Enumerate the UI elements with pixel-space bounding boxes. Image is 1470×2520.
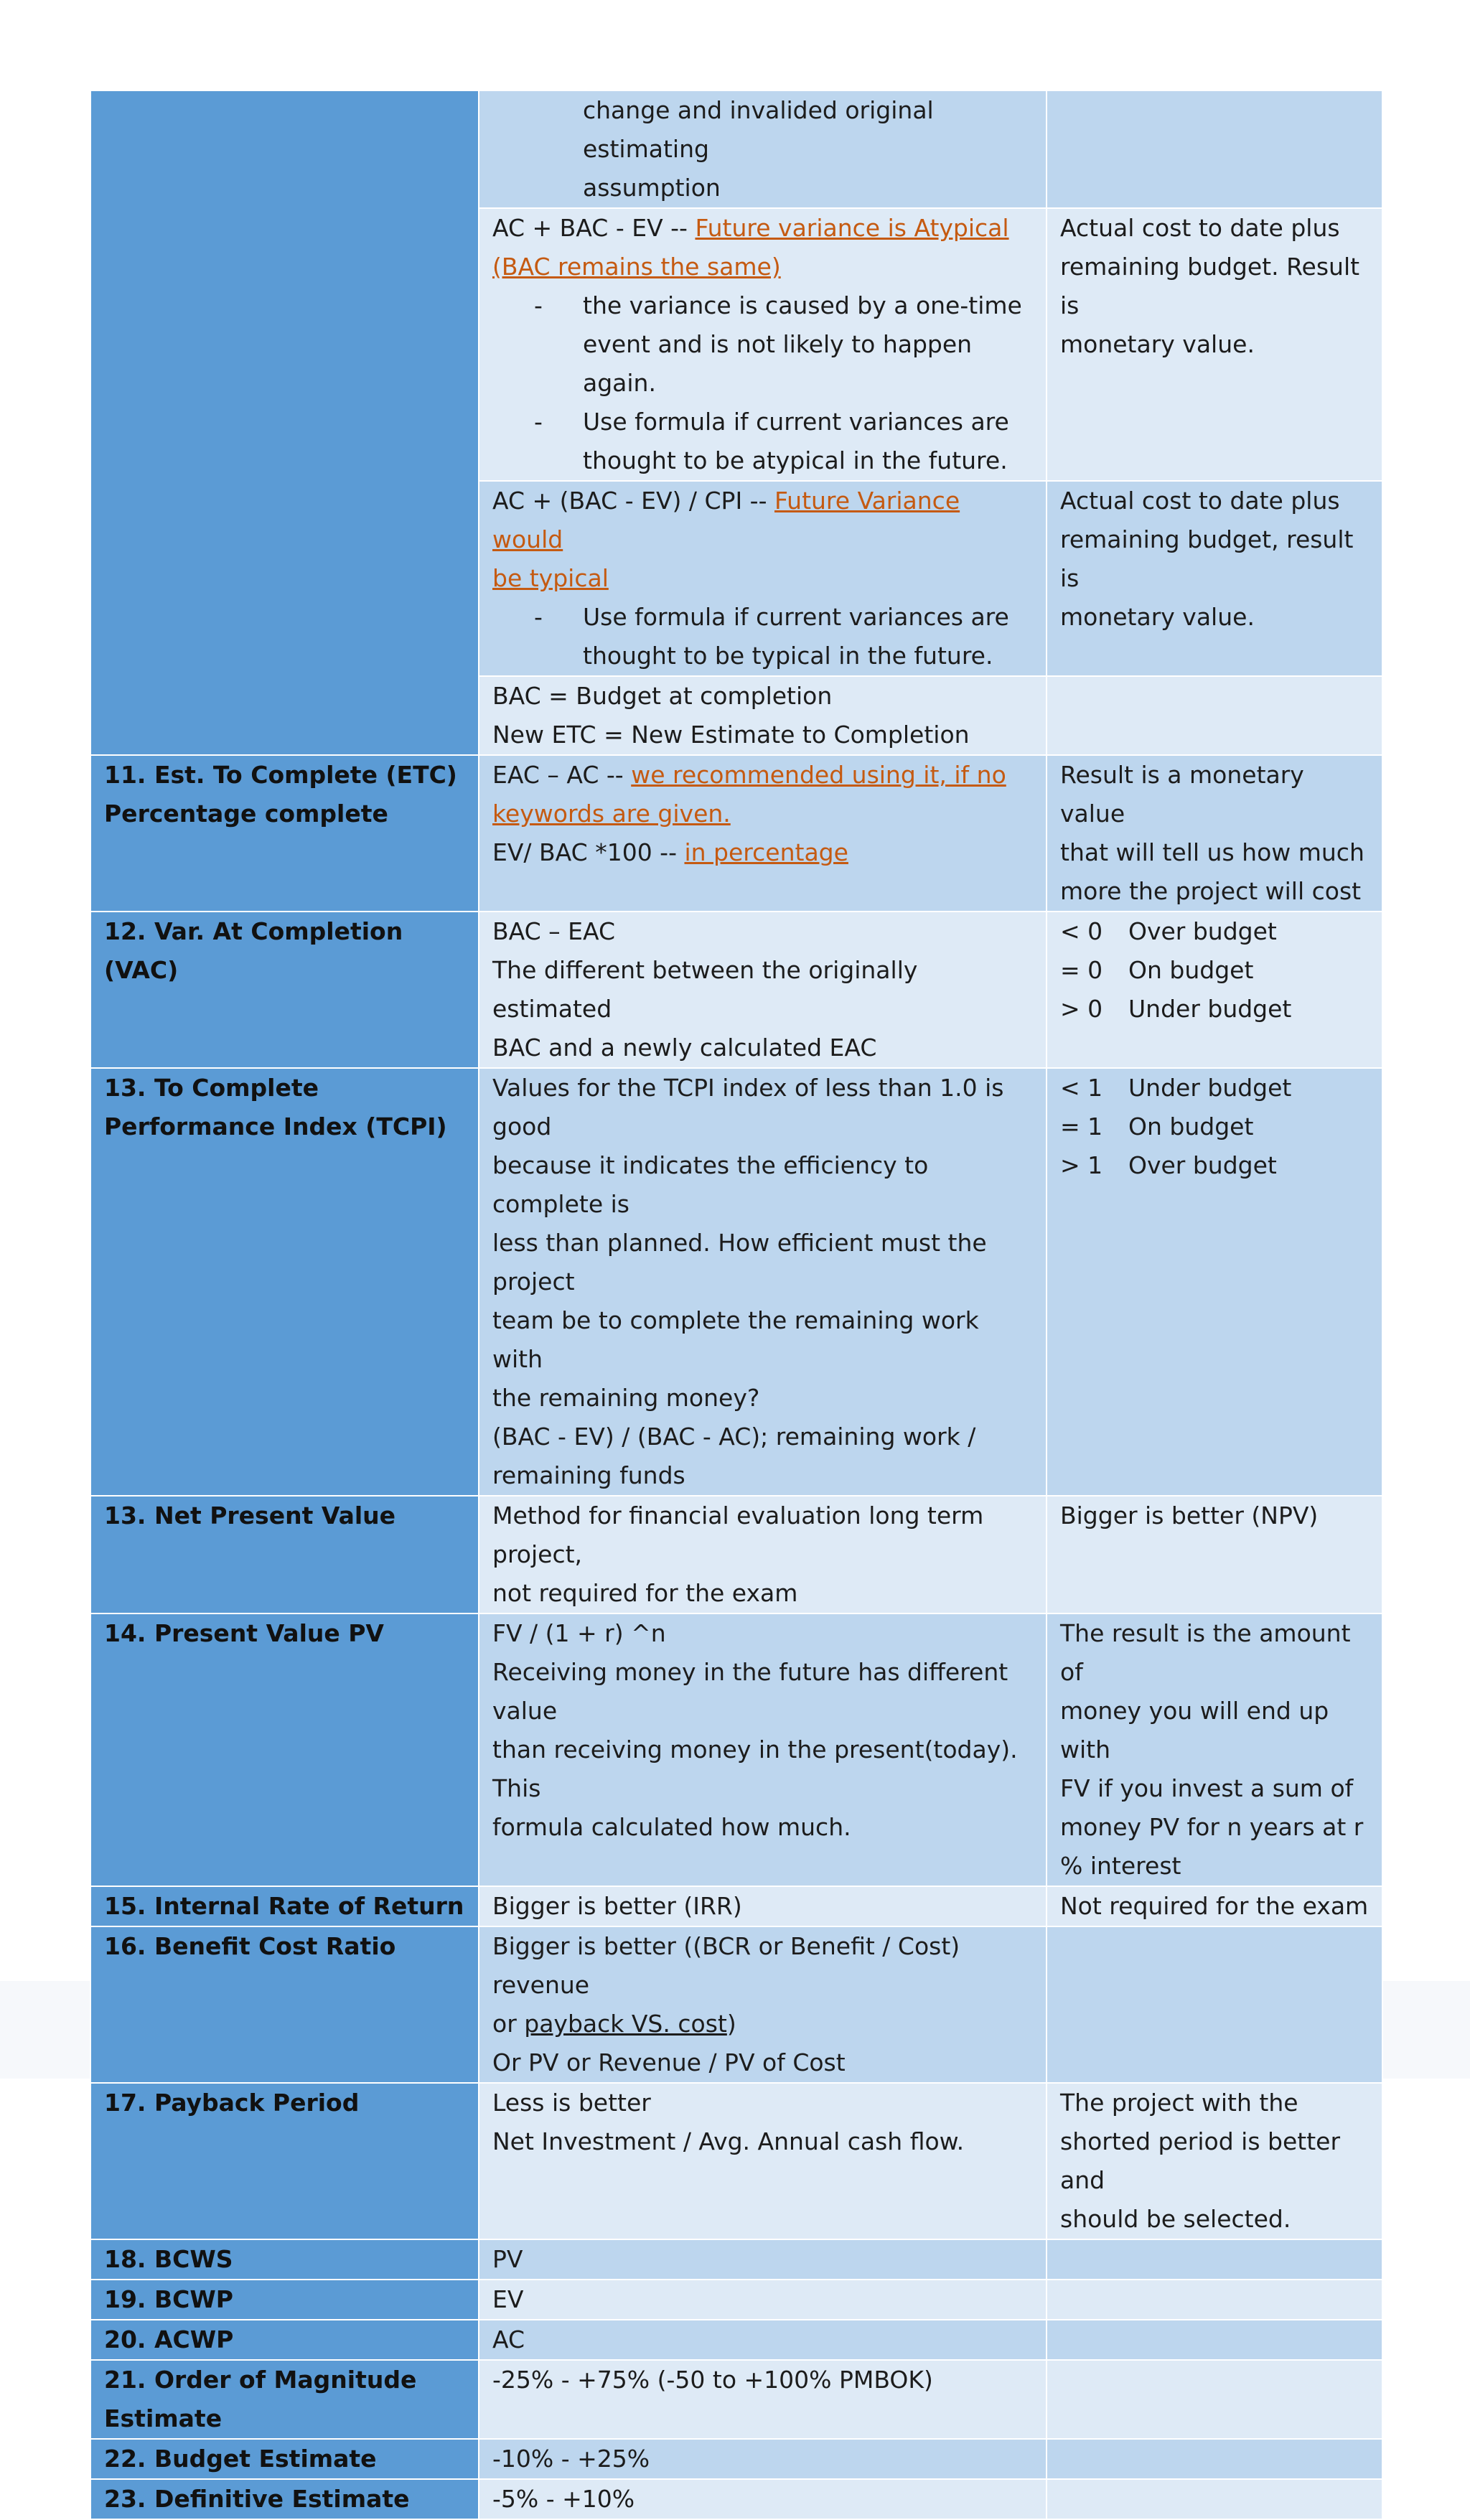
table-row xyxy=(90,2360,1382,2439)
continuation-line: assumption xyxy=(583,174,721,202)
row-label-irr: 15. Internal Rate of Return xyxy=(90,1886,479,1926)
table-row xyxy=(90,2239,1382,2280)
budget-desc-cell xyxy=(1047,2439,1382,2479)
row-label-etc: 11. Est. To Complete (ETC) Percentage complete xyxy=(90,755,479,912)
eac-typical-desc: Actual cost to date plus remaining budget, result is monetary value. xyxy=(1047,481,1382,676)
pv-formula-cell: FV / (1 + r) ^n Receiving money in the future has different value than receiving money in the present(today). This formula calculated how much. xyxy=(479,1613,1047,1886)
npv-desc-cell: Bigger is better (NPV) xyxy=(1047,1496,1382,1613)
bullet-item: - Use formula if current variances are thought to be atypical in the future. xyxy=(534,408,1009,474)
etc-formula-cell: EAC – AC -- we recommended using it, if no keywords are given. EV/ BAC *100 -- in percentage xyxy=(479,755,1047,912)
bcwp-value-cell: EV xyxy=(479,2280,1047,2320)
table-row xyxy=(90,1068,1382,1496)
etc-recommend-link[interactable]: we recommended using it, if no xyxy=(631,761,1006,789)
npv-formula-cell: Method for financial evaluation long term project, not required for the exam xyxy=(479,1496,1047,1613)
row-label-definitive: 23. Definitive Estimate xyxy=(90,2479,479,2519)
row-label-rom: 21. Order of Magnitude Estimate xyxy=(90,2360,479,2439)
eac-definitions-desc xyxy=(1047,676,1382,755)
table-row xyxy=(90,1496,1382,1613)
etc-percentage-link[interactable]: in percentage xyxy=(684,838,848,866)
bcr-desc-cell xyxy=(1047,1926,1382,2083)
atypical-link[interactable]: Future variance is Atypical xyxy=(695,214,1009,242)
formula-text: AC + BAC - EV -- xyxy=(492,214,696,242)
budget-value-cell: -10% - +25% xyxy=(479,2439,1047,2479)
bcws-desc-cell xyxy=(1047,2239,1382,2280)
typical-link[interactable]: be typical xyxy=(492,564,609,592)
row-label-bcwp: 19. BCWP xyxy=(90,2280,479,2320)
rom-value-cell: -25% - +75% (-50 to +100% PMBOK) xyxy=(479,2360,1047,2439)
bcr-formula-cell: Bigger is better ((BCR or Benefit / Cost) revenue or payback VS. cost) Or PV or Revenue / PV of Cost xyxy=(479,1926,1047,2083)
bullet-item: - the variance is caused by a one-time event and is not likely to happen again. xyxy=(534,291,1022,397)
tcpi-formula-cell: Values for the TCPI index of less than 1.0 is good because it indicates the efficiency to complete is less than planned. How efficient must the project team be to complete the remaining work with the remaining money? (BAC - EV) / (BAC - AC); remaining work / remaining funds xyxy=(479,1068,1047,1496)
rom-desc-cell xyxy=(1047,2360,1382,2439)
table-row xyxy=(90,912,1382,1068)
table-row xyxy=(90,1926,1382,2083)
table-row xyxy=(90,1613,1382,1886)
typical-link[interactable]: Future Variance would xyxy=(492,487,960,553)
eac-definitions-cell: BAC = Budget at completion New ETC = New Estimate to Completion xyxy=(479,676,1047,755)
row-label-npv: 13. Net Present Value xyxy=(90,1496,479,1613)
eac-atypical-desc: Actual cost to date plus remaining budget. Result is monetary value. xyxy=(1047,208,1382,481)
row-label-bcr: 16. Benefit Cost Ratio xyxy=(90,1926,479,2083)
formula-text: AC + (BAC - EV) / CPI -- xyxy=(492,487,774,515)
acwp-value-cell: AC xyxy=(479,2320,1047,2360)
bcws-value-cell: PV xyxy=(479,2239,1047,2280)
etc-recommend-link[interactable]: keywords are given. xyxy=(492,800,731,828)
table-row xyxy=(90,755,1382,912)
bullet-item: - Use formula if current variances are thought to be typical in the future. xyxy=(534,603,1009,670)
table-row xyxy=(90,1886,1382,1926)
pv-desc-cell: The result is the amount of money you will end up with FV if you invest a sum of money PV for n years at r % interest xyxy=(1047,1613,1382,1886)
table-row xyxy=(90,2083,1382,2239)
row-label-bcws: 18. BCWS xyxy=(90,2239,479,2280)
atypical-link[interactable]: (BAC remains the same) xyxy=(492,253,781,281)
row-label-payback: 17. Payback Period xyxy=(90,2083,479,2239)
continuation-line: change and invalided original estimating xyxy=(583,96,934,163)
table-row xyxy=(90,2280,1382,2320)
irr-formula-cell: Bigger is better (IRR) xyxy=(479,1886,1047,1926)
eac-continuation-cell xyxy=(479,90,1047,208)
vac-formula-cell: BAC – EAC The different between the originally estimated BAC and a newly calculated EAC xyxy=(479,912,1047,1068)
definitive-value-cell: -5% - +10% xyxy=(479,2479,1047,2519)
irr-desc-cell: Not required for the exam xyxy=(1047,1886,1382,1926)
row-label-tcpi: 13. To Complete Performance Index (TCPI) xyxy=(90,1068,479,1496)
eac-continuation-desc xyxy=(1047,90,1382,208)
row-label-pv: 14. Present Value PV xyxy=(90,1613,479,1886)
eac-typical-cell xyxy=(479,481,1047,676)
payback-vs-cost-text: payback VS. cost xyxy=(524,2010,727,2038)
row-label-budget: 22. Budget Estimate xyxy=(90,2439,479,2479)
eac-atypical-cell xyxy=(479,208,1047,481)
table-row xyxy=(90,2439,1382,2479)
formula-table xyxy=(90,90,1383,2520)
bcwp-desc-cell xyxy=(1047,2280,1382,2320)
acwp-desc-cell xyxy=(1047,2320,1382,2360)
row-label-vac: 12. Var. At Completion (VAC) xyxy=(90,912,479,1068)
table-row xyxy=(90,90,1382,208)
payback-formula-cell: Less is better Net Investment / Avg. Annual cash flow. xyxy=(479,2083,1047,2239)
row-label-acwp: 20. ACWP xyxy=(90,2320,479,2360)
eac-label-continuation xyxy=(90,90,479,755)
payback-desc-cell: The project with the shorted period is better and should be selected. xyxy=(1047,2083,1382,2239)
vac-range-cell: < 0 Over budget = 0 On budget > 0 Under budget xyxy=(1047,912,1382,1068)
table-row xyxy=(90,2320,1382,2360)
table-row xyxy=(90,2479,1382,2519)
definitive-desc-cell xyxy=(1047,2479,1382,2519)
etc-desc-cell: Result is a monetary value that will tell us how much more the project will cost xyxy=(1047,755,1382,912)
tcpi-range-cell: < 1 Under budget = 1 On budget > 1 Over budget xyxy=(1047,1068,1382,1496)
